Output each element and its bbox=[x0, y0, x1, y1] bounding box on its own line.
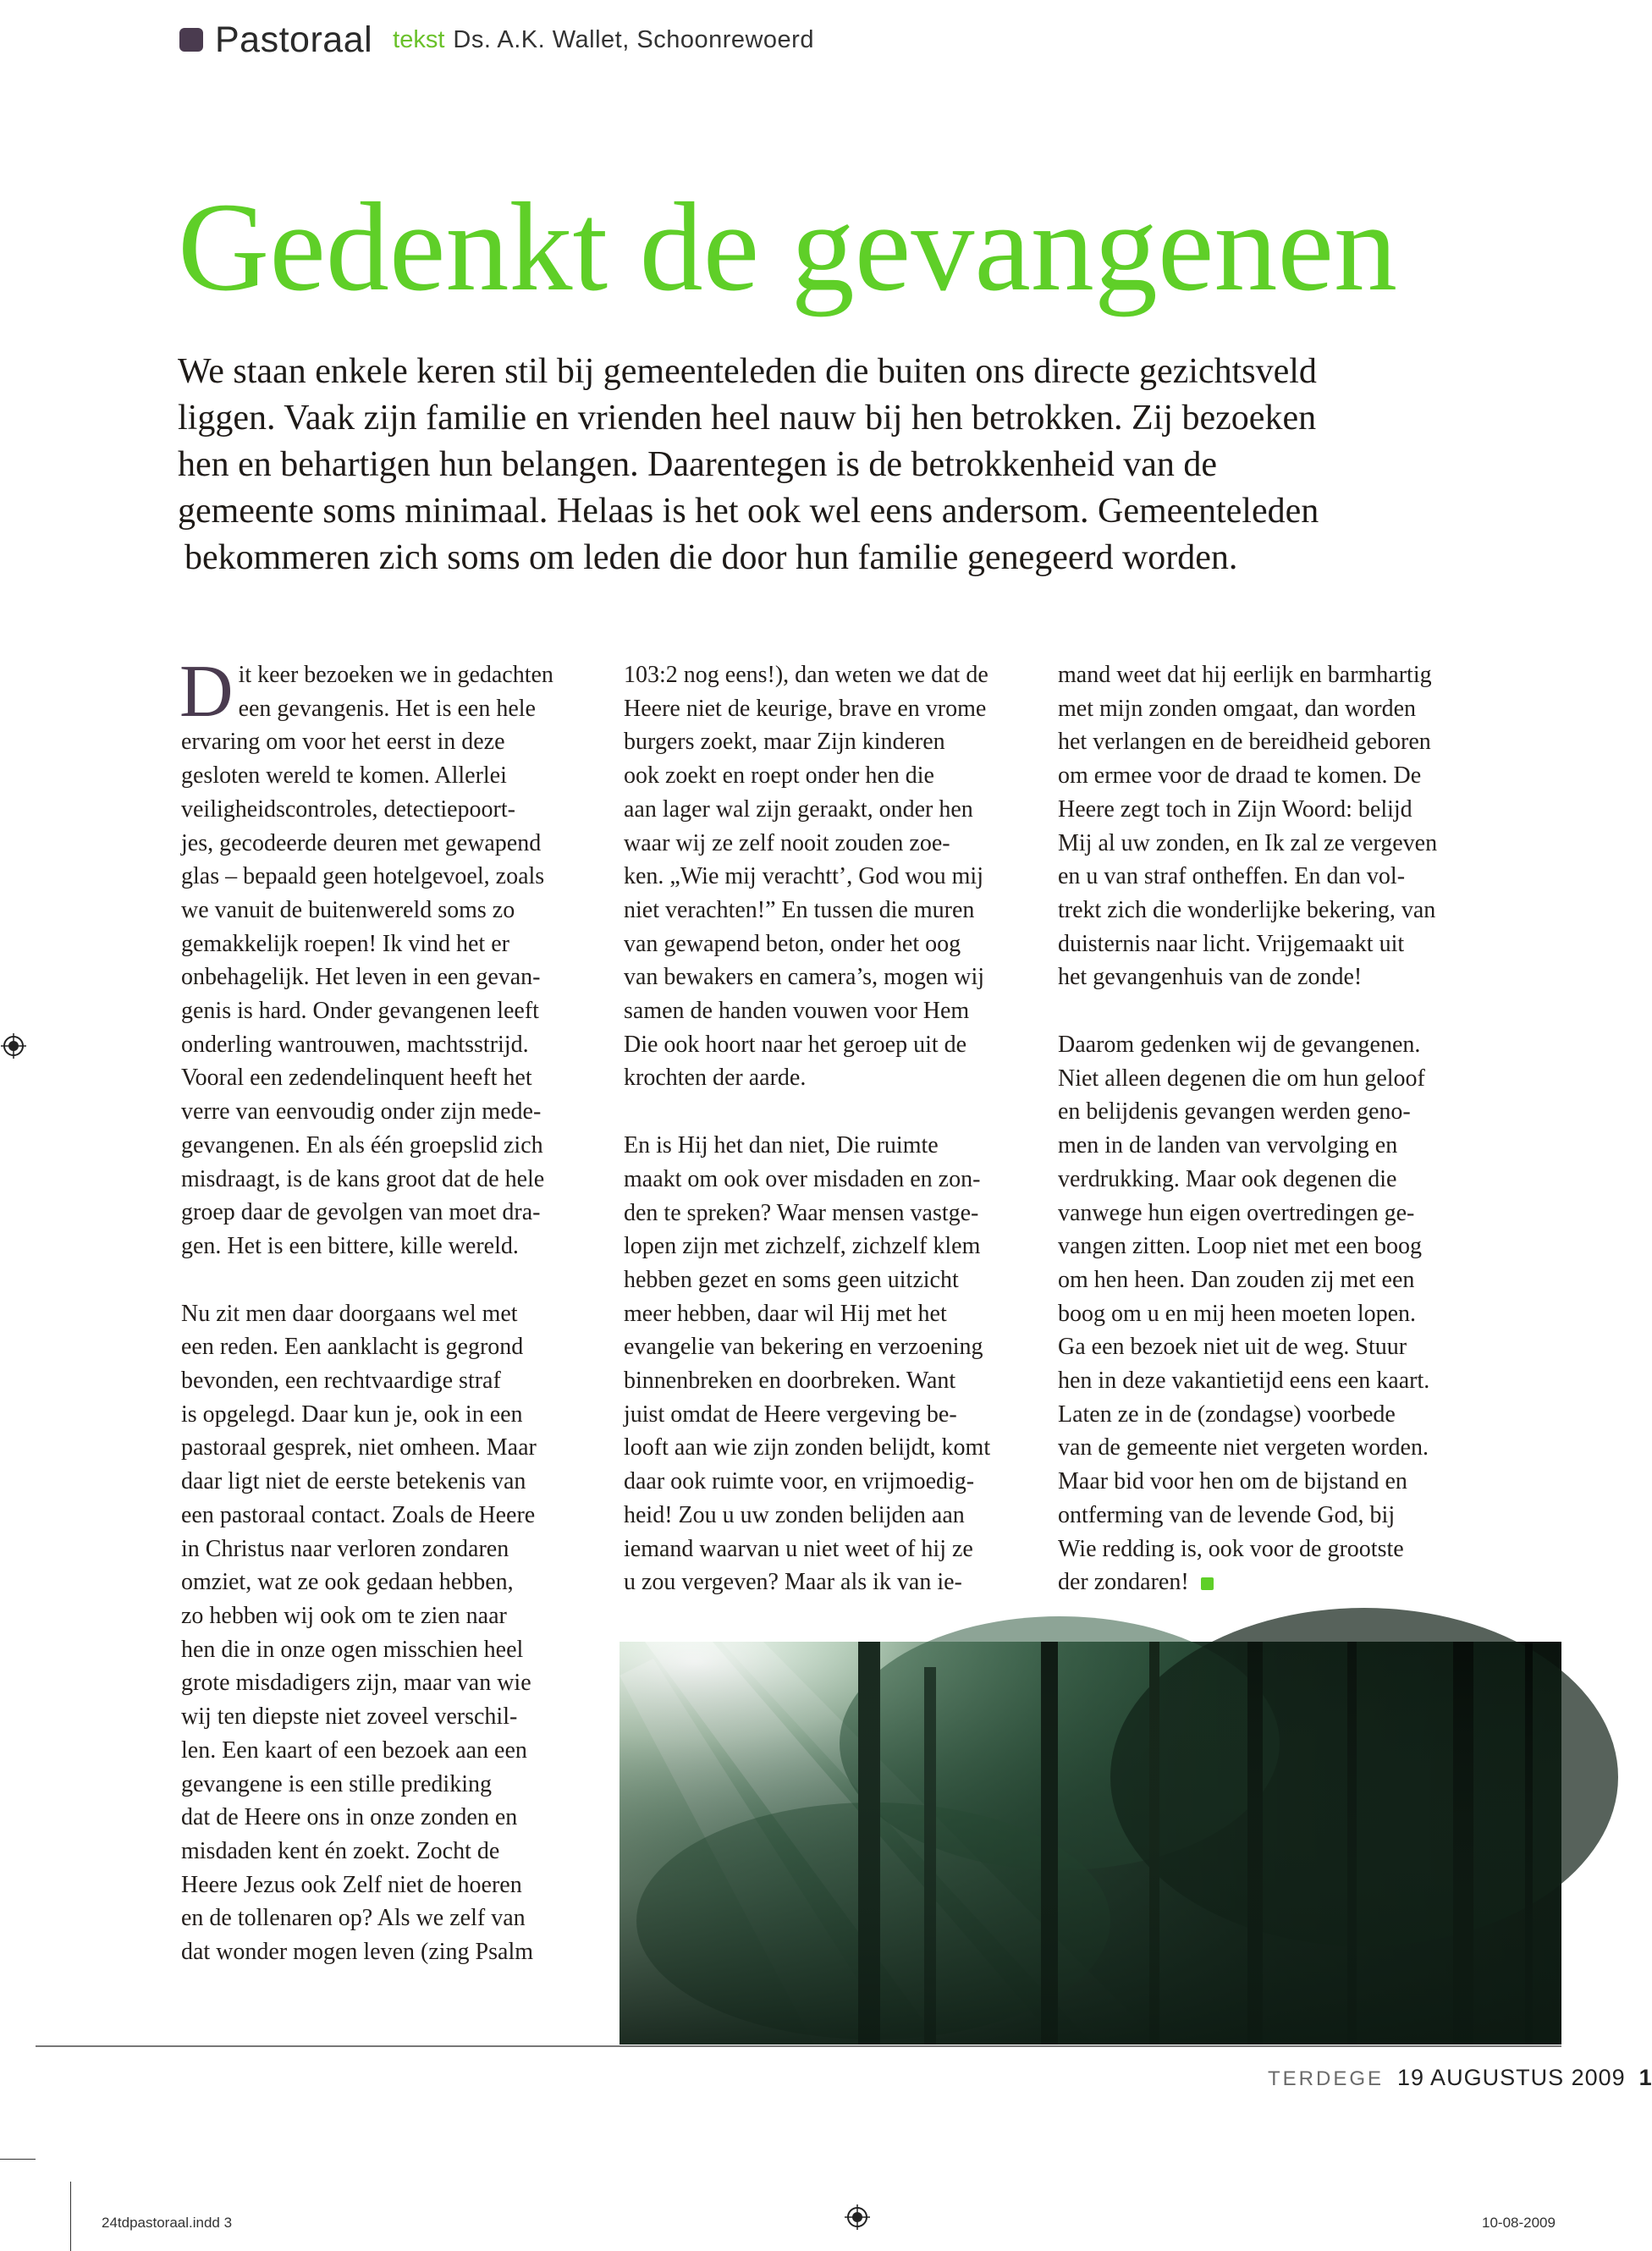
text-line: binnenbreken en doorbreken. Want bbox=[624, 1368, 956, 1395]
text-line: Heere zegt toch in Zijn Woord: belijd bbox=[1058, 795, 1412, 823]
byline-author: Ds. A.K. Wallet, Schoonrewoerd bbox=[453, 25, 814, 53]
text-line: looft aan wie zijn zonden belijdt, komt bbox=[624, 1434, 991, 1461]
text-line: Maar bid voor hen om de bijstand en bbox=[1058, 1468, 1407, 1495]
intro-line: hen en behartigen hun belangen. Daarentegen is de betrokkenheid van de bbox=[178, 445, 1218, 484]
text-line: van gewapend beton, onder het oog bbox=[624, 930, 961, 957]
text-line: bevonden, een rechtvaardige straf bbox=[181, 1368, 501, 1395]
text-line: zo hebben wij ook om te zien naar bbox=[181, 1602, 507, 1629]
text-line: meer hebben, daar wil Hij met het bbox=[624, 1300, 947, 1327]
col2-paragraph-2 bbox=[624, 1129, 1038, 1599]
text-line: is opgelegd. Daar kun je, ook in een bbox=[181, 1401, 523, 1428]
text-line: Niet alleen degenen die om hun geloof bbox=[1058, 1065, 1425, 1092]
text-line: burgers zoekt, maar Zijn kinderen bbox=[624, 729, 945, 756]
text-line: den te spreken? Waar mensen vastge- bbox=[624, 1199, 979, 1226]
text-line: misdaden kent én zoekt. Zocht de bbox=[181, 1837, 500, 1864]
text-line: daar ligt niet de eerste betekenis van bbox=[181, 1468, 526, 1495]
text-line: Vooral een zedendelinquent heeft het bbox=[181, 1065, 532, 1092]
text-line: genis is hard. Onder gevangenen leeft bbox=[181, 998, 539, 1025]
text-line: om hen heen. Dan zouden zij met een bbox=[1058, 1266, 1415, 1293]
text-line: wij ten diepste niet zoveel verschil- bbox=[181, 1703, 518, 1731]
text-line: dat de Heere ons in onze zonden en bbox=[181, 1804, 518, 1831]
text-line: vangen zitten. Loop niet met een boog bbox=[1058, 1233, 1422, 1260]
text-line: lopen zijn met zichzelf, zichzelf klem bbox=[624, 1233, 981, 1260]
text-line: Heere Jezus ook Zelf niet de hoeren bbox=[181, 1871, 522, 1898]
section-marker-square bbox=[179, 28, 203, 52]
col3-paragraph-1 bbox=[1058, 658, 1473, 994]
text-line: maakt om ook over misdaden en zon- bbox=[624, 1165, 981, 1192]
col1-head-line: it keer bezoeken we in gedachten bbox=[238, 662, 553, 688]
text-line: onbehagelijk. Het leven in een gevan- bbox=[181, 964, 541, 991]
text-line: krochten der aarde. bbox=[624, 1065, 807, 1092]
body-column-3 bbox=[1058, 658, 1473, 1599]
end-of-article-marker bbox=[1201, 1577, 1214, 1590]
text-line: ervaring om voor het eerst in deze bbox=[181, 729, 505, 756]
article-title: Gedenkt de gevangenen bbox=[178, 177, 1398, 317]
text-line: vanwege hun eigen overtredingen ge- bbox=[1058, 1199, 1415, 1226]
col1-paragraph-1 bbox=[181, 725, 596, 1263]
text-line: Ga een bezoek niet uit de weg. Stuur bbox=[1058, 1334, 1407, 1361]
text-line: samen de handen vouwen voor Hem bbox=[624, 998, 970, 1025]
intro-line: liggen. Vaak zijn familie en vrienden heel nauw bij hen betrokken. Zij bezoeken bbox=[178, 399, 1317, 438]
text-line: Heere niet de keurige, brave en vrome bbox=[624, 695, 987, 722]
text-line: Wie redding is, ook voor de grootste bbox=[1058, 1535, 1404, 1562]
text-line: Mij al uw zonden, en Ik zal ze vergeven bbox=[1058, 829, 1438, 856]
text-line: en u van straf ontheffen. En dan vol- bbox=[1058, 863, 1406, 890]
text-line: En is Hij het dan niet, Die ruimte bbox=[624, 1132, 939, 1159]
text-line: gen. Het is een bittere, kille wereld. bbox=[181, 1232, 519, 1259]
col1-head-line: een gevangenis. Het is een hele bbox=[238, 695, 536, 722]
text-line: een pastoraal contact. Zoals de Heere bbox=[181, 1501, 536, 1528]
intro-line: We staan enkele keren stil bij gemeenteleden die buiten ons directe gezichtsveld bbox=[178, 352, 1317, 391]
text-line: een reden. Een aanklacht is gegrond bbox=[181, 1334, 524, 1361]
text-line: u zou vergeven? Maar als ik van ie- bbox=[624, 1569, 962, 1596]
registration-mark-icon bbox=[845, 2204, 870, 2230]
text-line: en belijdenis gevangen werden geno- bbox=[1058, 1098, 1411, 1126]
text-line: mand weet dat hij eerlijk en barmhartig bbox=[1058, 662, 1432, 688]
text-line: daar ook ruimte voor, en vrijmoedig- bbox=[624, 1468, 975, 1495]
text-line: trekt zich die wonderlijke bekering, van bbox=[1058, 896, 1436, 923]
text-line: waar wij ze zelf nooit zouden zoe- bbox=[624, 829, 950, 856]
byline-tag: tekst bbox=[393, 25, 445, 53]
text-line: boog om u en mij heen moeten lopen. bbox=[1058, 1300, 1417, 1327]
page-number: 1 bbox=[1638, 2065, 1652, 2090]
slug-date: 10-08-2009 bbox=[1482, 2215, 1556, 2231]
text-line: 103:2 nog eens!), dan weten we dat de bbox=[624, 662, 988, 688]
text-line: ontferming van de levende God, bij bbox=[1058, 1501, 1396, 1528]
publication-name: TERDEGE bbox=[1268, 2067, 1385, 2090]
forest-photo bbox=[620, 1642, 1561, 2045]
text-line: niet verachten!” En tussen die muren bbox=[624, 896, 975, 923]
text-line: glas – bepaald geen hotelgevoel, zoals bbox=[181, 863, 545, 890]
text-line: van bewakers en camera’s, mogen wij bbox=[624, 964, 985, 991]
text-line: dat wonder mogen leven (zing Psalm bbox=[181, 1939, 534, 1966]
text-line: juist omdat de Heere vergeving be- bbox=[624, 1401, 957, 1428]
text-line: misdraagt, is de kans groot dat de hele bbox=[181, 1165, 545, 1192]
text-line: ken. „Wie mij verachtt’, God wou mij bbox=[624, 863, 983, 890]
footer-rule bbox=[36, 2045, 1561, 2047]
intro-line: bekommeren zich soms om leden die door hun familie genegeerd worden. bbox=[184, 538, 1238, 577]
text-line: gevangenen. En als één groepslid zich bbox=[181, 1131, 543, 1159]
text-line: verdrukking. Maar ook degenen die bbox=[1058, 1165, 1397, 1192]
col1-paragraph-2 bbox=[181, 1297, 596, 1969]
text-line: ook zoekt en roept onder hen die bbox=[624, 762, 934, 790]
registration-mark-icon bbox=[1, 1033, 26, 1059]
text-line: om ermee voor de draad te komen. De bbox=[1058, 762, 1422, 790]
text-line: het gevangenhuis van de zonde! bbox=[1058, 964, 1363, 991]
article-intro bbox=[178, 349, 1405, 581]
drop-cap: D bbox=[179, 651, 234, 733]
col2-paragraph-1 bbox=[624, 658, 1038, 1095]
text-line: heid! Zou u uw zonden belijden aan bbox=[624, 1501, 965, 1528]
page-footer bbox=[1268, 2065, 1652, 2091]
text-line: gemakkelijk roepen! Ik vind het er bbox=[181, 930, 509, 957]
body-column-2 bbox=[624, 658, 1038, 1599]
text-line: veiligheidscontroles, detectiepoort- bbox=[181, 795, 515, 823]
slug-filename: 24tdpastoraal.indd 3 bbox=[102, 2215, 233, 2231]
text-line: der zondaren! bbox=[1058, 1566, 1473, 1599]
crop-mark bbox=[70, 2182, 71, 2251]
text-line: evangelie van bekering en verzoening bbox=[624, 1334, 983, 1361]
col1-opening bbox=[179, 651, 596, 733]
text-line: aan lager wal zijn geraakt, onder hen bbox=[624, 795, 973, 823]
body-column-1 bbox=[179, 651, 596, 1969]
section-name: Pastoraal bbox=[215, 19, 373, 60]
text-line: in Christus naar verloren zondaren bbox=[181, 1535, 509, 1562]
text-line: gevangene is een stille prediking bbox=[181, 1770, 492, 1797]
text-line: pastoraal gesprek, niet omheen. Maar bbox=[181, 1434, 537, 1461]
text-line: omziet, wat ze ook gedaan hebben, bbox=[181, 1569, 514, 1596]
text-line: hen in deze vakantietijd eens een kaart. bbox=[1058, 1368, 1430, 1395]
text-line: van de gemeente niet vergeten worden. bbox=[1058, 1434, 1429, 1461]
section-header bbox=[179, 19, 814, 61]
text-line: hebben gezet en soms geen uitzicht bbox=[624, 1266, 959, 1293]
text-line: duisternis naar licht. Vrijgemaakt uit bbox=[1058, 930, 1405, 957]
text-line: groep daar de gevolgen van moet dra- bbox=[181, 1199, 541, 1226]
crop-mark bbox=[0, 2159, 36, 2160]
text-line: jes, gecodeerde deuren met gewapend bbox=[181, 829, 542, 856]
text-line: gesloten wereld te komen. Allerlei bbox=[181, 762, 507, 790]
text-line: men in de landen van vervolging en bbox=[1058, 1132, 1398, 1159]
text-line: onderling wantrouwen, machtsstrijd. bbox=[181, 1031, 529, 1058]
text-line: grote misdadigers zijn, maar van wie bbox=[181, 1670, 531, 1697]
col3-paragraph-2 bbox=[1058, 1028, 1473, 1599]
text-line: Laten ze in de (zondagse) voorbede bbox=[1058, 1401, 1396, 1428]
text-line: len. Een kaart of een bezoek aan een bbox=[181, 1736, 527, 1764]
text-line: en de tollenaren op? Als we zelf van bbox=[181, 1905, 526, 1932]
text-line: iemand waarvan u niet weet of hij ze bbox=[624, 1535, 973, 1562]
text-line: het verlangen en de bereidheid geboren bbox=[1058, 729, 1431, 756]
text-line: Die ook hoort naar het geroep uit de bbox=[624, 1031, 967, 1058]
intro-line: gemeente soms minimaal. Helaas is het ook wel eens andersom. Gemeenteleden bbox=[178, 492, 1319, 531]
issue-date: 19 AUGUSTUS 2009 bbox=[1397, 2065, 1626, 2090]
text-line: Nu zit men daar doorgaans wel met bbox=[181, 1300, 518, 1327]
text-line: Daarom gedenken wij de gevangenen. bbox=[1058, 1032, 1421, 1059]
text-line: hen die in onze ogen misschien heel bbox=[181, 1636, 524, 1663]
text-line: met mijn zonden omgaat, dan worden bbox=[1058, 695, 1416, 722]
text-line: verre van eenvoudig onder zijn mede- bbox=[181, 1098, 542, 1126]
text-line: we vanuit de buitenwereld soms zo bbox=[181, 896, 515, 923]
